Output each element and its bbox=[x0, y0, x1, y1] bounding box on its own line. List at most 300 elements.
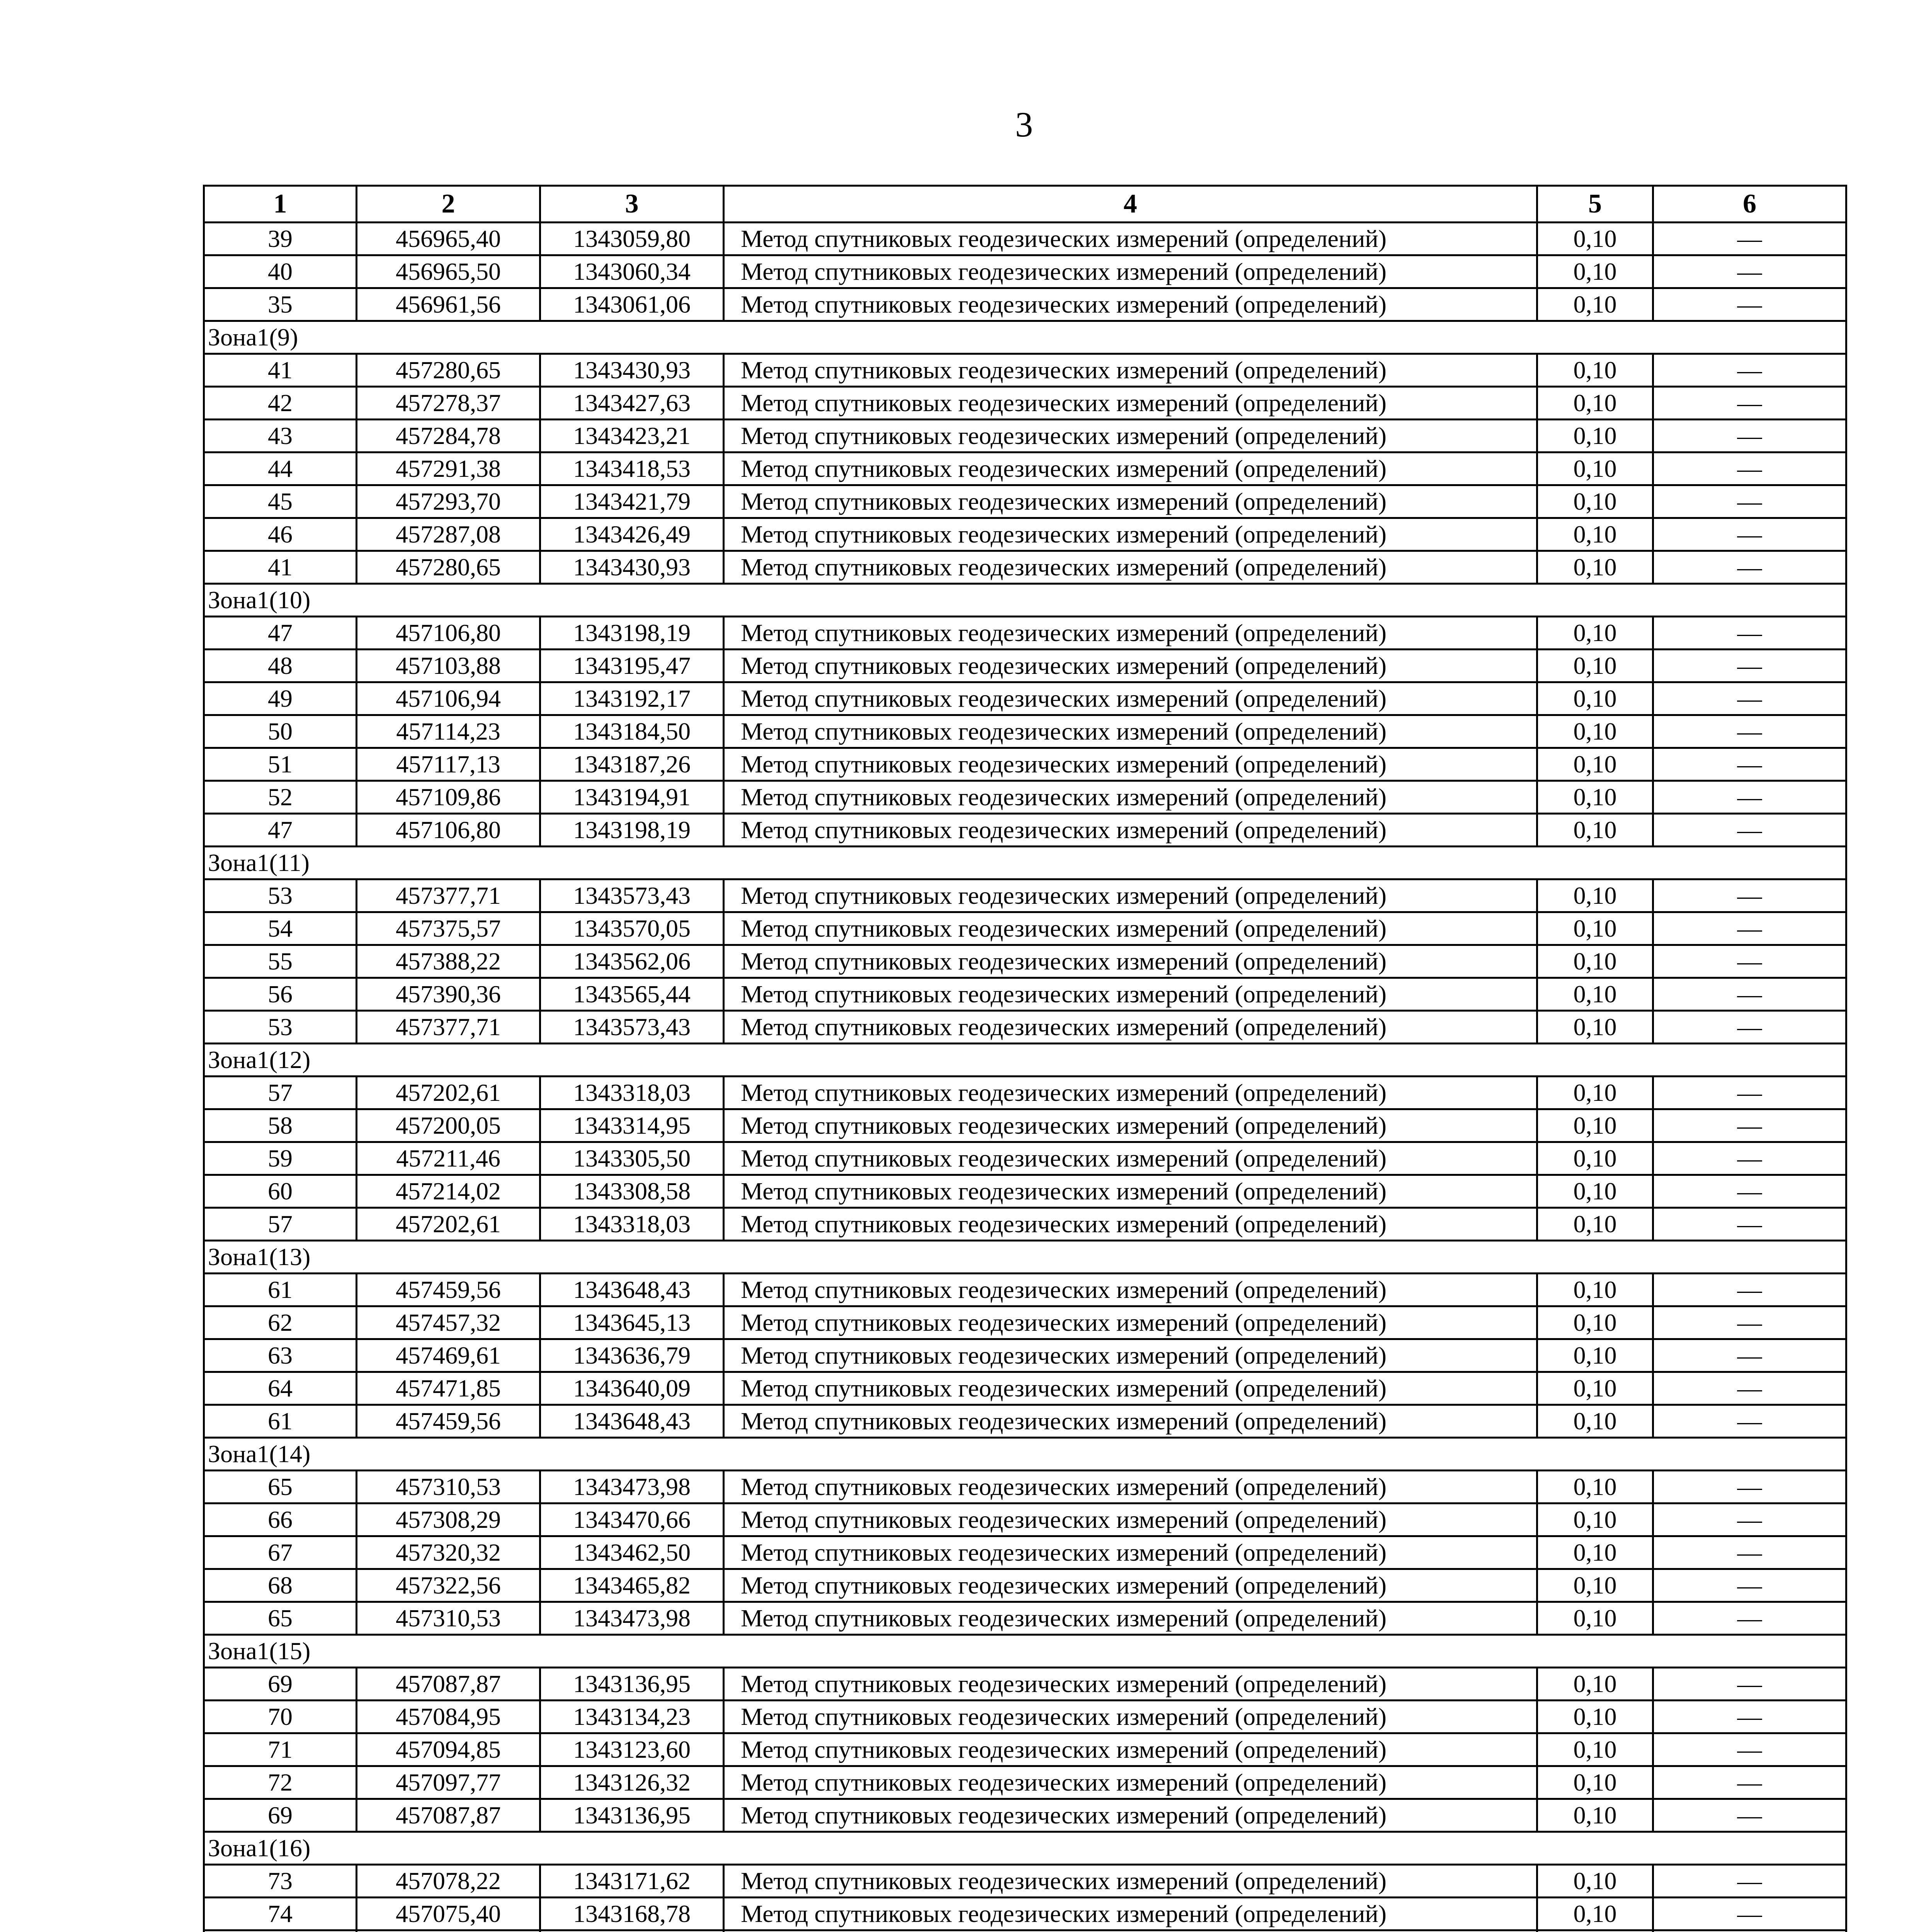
column-header: 2 bbox=[357, 186, 540, 223]
y-coordinate-cell: 1343308,58 bbox=[540, 1175, 724, 1208]
table-row bbox=[204, 1766, 1846, 1799]
accuracy-cell: 0,10 bbox=[1537, 715, 1653, 748]
accuracy-cell: 0,10 bbox=[1537, 1536, 1653, 1569]
x-coordinate-cell: 457322,56 bbox=[357, 1569, 540, 1602]
y-coordinate-cell: 1343192,17 bbox=[540, 682, 724, 715]
x-coordinate-cell: 457310,53 bbox=[357, 1602, 540, 1635]
column-header: 3 bbox=[540, 186, 724, 223]
accuracy-cell: 0,10 bbox=[1537, 288, 1653, 321]
method-cell: Метод спутниковых геодезических измерений (определений) bbox=[724, 551, 1537, 584]
method-cell: Метод спутниковых геодезических измерений (определений) bbox=[724, 288, 1537, 321]
zone-label: Зона1(10) bbox=[204, 584, 1846, 617]
point-number-cell: 48 bbox=[204, 650, 357, 682]
description-cell: — bbox=[1653, 1274, 1846, 1306]
description-cell: — bbox=[1653, 1799, 1846, 1832]
table-row bbox=[204, 1865, 1846, 1898]
description-cell: — bbox=[1653, 420, 1846, 452]
table-row bbox=[204, 387, 1846, 420]
table-row bbox=[204, 1077, 1846, 1109]
method-cell: Метод спутниковых геодезических измерений (определений) bbox=[724, 781, 1537, 814]
y-coordinate-cell: 1343648,43 bbox=[540, 1405, 724, 1438]
table-row bbox=[204, 1306, 1846, 1339]
method-cell: Метод спутниковых геодезических измерений (определений) bbox=[724, 1898, 1537, 1930]
y-coordinate-cell: 1343426,49 bbox=[540, 518, 724, 551]
x-coordinate-cell: 457308,29 bbox=[357, 1503, 540, 1536]
zone-header-row bbox=[204, 321, 1846, 354]
point-number-cell: 44 bbox=[204, 452, 357, 485]
x-coordinate-cell: 457320,32 bbox=[357, 1536, 540, 1569]
y-coordinate-cell: 1343136,95 bbox=[540, 1799, 724, 1832]
y-coordinate-cell: 1343318,03 bbox=[540, 1208, 724, 1241]
table-row bbox=[204, 1471, 1846, 1503]
accuracy-cell: 0,10 bbox=[1537, 223, 1653, 255]
table-row bbox=[204, 1339, 1846, 1372]
accuracy-cell: 0,10 bbox=[1537, 1569, 1653, 1602]
method-cell: Метод спутниковых геодезических измерений (определений) bbox=[724, 452, 1537, 485]
y-coordinate-cell: 1343473,98 bbox=[540, 1471, 724, 1503]
description-cell: — bbox=[1653, 912, 1846, 945]
point-number-cell: 55 bbox=[204, 945, 357, 978]
point-number-cell: 52 bbox=[204, 781, 357, 814]
point-number-cell: 65 bbox=[204, 1471, 357, 1503]
accuracy-cell: 0,10 bbox=[1537, 1109, 1653, 1142]
method-cell: Метод спутниковых геодезических измерений (определений) bbox=[724, 1077, 1537, 1109]
accuracy-cell: 0,10 bbox=[1537, 1011, 1653, 1044]
y-coordinate-cell: 1343430,93 bbox=[540, 551, 724, 584]
accuracy-cell: 0,10 bbox=[1537, 748, 1653, 781]
y-coordinate-cell: 1343423,21 bbox=[540, 420, 724, 452]
point-number-cell: 66 bbox=[204, 1503, 357, 1536]
point-number-cell: 72 bbox=[204, 1766, 357, 1799]
y-coordinate-cell: 1343061,06 bbox=[540, 288, 724, 321]
table-row bbox=[204, 748, 1846, 781]
x-coordinate-cell: 457390,36 bbox=[357, 978, 540, 1011]
y-coordinate-cell: 1343562,06 bbox=[540, 945, 724, 978]
description-cell: — bbox=[1653, 715, 1846, 748]
accuracy-cell: 0,10 bbox=[1537, 1339, 1653, 1372]
method-cell: Метод спутниковых геодезических измерений (определений) bbox=[724, 1142, 1537, 1175]
x-coordinate-cell: 457377,71 bbox=[357, 1011, 540, 1044]
table-row bbox=[204, 1109, 1846, 1142]
y-coordinate-cell: 1343123,60 bbox=[540, 1733, 724, 1766]
description-cell: — bbox=[1653, 1733, 1846, 1766]
y-coordinate-cell bbox=[540, 1930, 724, 1932]
table-row bbox=[204, 650, 1846, 682]
method-cell: Метод спутниковых геодезических измерений (определений) bbox=[724, 354, 1537, 387]
x-coordinate-cell: 457075,40 bbox=[357, 1898, 540, 1930]
method-cell: Метод спутниковых геодезических измерений (определений) bbox=[724, 1274, 1537, 1306]
description-cell: — bbox=[1653, 1602, 1846, 1635]
point-number-cell: 49 bbox=[204, 682, 357, 715]
description-cell: — bbox=[1653, 650, 1846, 682]
accuracy-cell: 0,10 bbox=[1537, 650, 1653, 682]
table-row bbox=[204, 1175, 1846, 1208]
method-cell: Метод спутниковых геодезических измерений (определений) bbox=[724, 1799, 1537, 1832]
accuracy-cell: 0,10 bbox=[1537, 1077, 1653, 1109]
accuracy-cell: 0,10 bbox=[1537, 1175, 1653, 1208]
x-coordinate-cell: 457103,88 bbox=[357, 650, 540, 682]
point-number-cell: 58 bbox=[204, 1109, 357, 1142]
y-coordinate-cell: 1343645,13 bbox=[540, 1306, 724, 1339]
table-row bbox=[204, 814, 1846, 847]
x-coordinate-cell: 457117,13 bbox=[357, 748, 540, 781]
table-row bbox=[204, 978, 1846, 1011]
column-header: 1 bbox=[204, 186, 357, 223]
accuracy-cell: 0,10 bbox=[1537, 1865, 1653, 1898]
table-row bbox=[204, 912, 1846, 945]
point-number-cell: 63 bbox=[204, 1339, 357, 1372]
description-cell: — bbox=[1653, 1208, 1846, 1241]
accuracy-cell: 0,10 bbox=[1537, 978, 1653, 1011]
point-number-cell: 47 bbox=[204, 617, 357, 650]
description-cell: — bbox=[1653, 1701, 1846, 1733]
point-number-cell: 53 bbox=[204, 1011, 357, 1044]
zone-label: Зона1(9) bbox=[204, 321, 1846, 354]
zone-header-row bbox=[204, 1438, 1846, 1471]
y-coordinate-cell: 1343126,32 bbox=[540, 1766, 724, 1799]
x-coordinate-cell: 457280,65 bbox=[357, 354, 540, 387]
accuracy-cell: 0,10 bbox=[1537, 1898, 1653, 1930]
method-cell: Метод спутниковых геодезических измерений (определений) bbox=[724, 748, 1537, 781]
zone-header-row bbox=[204, 584, 1846, 617]
description-cell: — bbox=[1653, 814, 1846, 847]
y-coordinate-cell: 1343305,50 bbox=[540, 1142, 724, 1175]
description-cell: — bbox=[1653, 1668, 1846, 1701]
x-coordinate-cell: 457097,77 bbox=[357, 1766, 540, 1799]
x-coordinate-cell: 457469,61 bbox=[357, 1339, 540, 1372]
y-coordinate-cell: 1343136,95 bbox=[540, 1668, 724, 1701]
accuracy-cell: 0,10 bbox=[1537, 945, 1653, 978]
accuracy-cell: 0,10 bbox=[1537, 1668, 1653, 1701]
accuracy-cell: 0,10 bbox=[1537, 1733, 1653, 1766]
x-coordinate-cell: 457388,22 bbox=[357, 945, 540, 978]
method-cell: Метод спутниковых геодезических измерений (определений) bbox=[724, 1405, 1537, 1438]
y-coordinate-cell: 1343648,43 bbox=[540, 1274, 724, 1306]
description-cell: — bbox=[1653, 1372, 1846, 1405]
zone-label: Зона1(14) bbox=[204, 1438, 1846, 1471]
accuracy-cell: 0,10 bbox=[1537, 1405, 1653, 1438]
table-row bbox=[204, 485, 1846, 518]
page-number: 3 bbox=[1015, 105, 1033, 144]
point-number-cell: 45 bbox=[204, 485, 357, 518]
description-cell: — bbox=[1653, 354, 1846, 387]
y-coordinate-cell: 1343573,43 bbox=[540, 879, 724, 912]
description-cell: — bbox=[1653, 452, 1846, 485]
zone-header-row bbox=[204, 1241, 1846, 1274]
point-number-cell: 50 bbox=[204, 715, 357, 748]
description-cell: — bbox=[1653, 1766, 1846, 1799]
table-row bbox=[204, 1799, 1846, 1832]
table-row bbox=[204, 1208, 1846, 1241]
description-cell: — bbox=[1653, 617, 1846, 650]
table-row bbox=[204, 1733, 1846, 1766]
point-number-cell: 61 bbox=[204, 1405, 357, 1438]
y-coordinate-cell: 1343430,93 bbox=[540, 354, 724, 387]
description-cell: — bbox=[1653, 1898, 1846, 1930]
point-number-cell: 69 bbox=[204, 1799, 357, 1832]
method-cell: Метод спутниковых геодезических измерений (определений) bbox=[724, 1208, 1537, 1241]
y-coordinate-cell: 1343470,66 bbox=[540, 1503, 724, 1536]
table-row bbox=[204, 518, 1846, 551]
x-coordinate-cell: 457114,23 bbox=[357, 715, 540, 748]
point-number-cell: 57 bbox=[204, 1077, 357, 1109]
description-cell: — bbox=[1653, 223, 1846, 255]
method-cell: Метод спутниковых геодезических измерений (определений) bbox=[724, 1471, 1537, 1503]
table-row bbox=[204, 288, 1846, 321]
accuracy-cell: 0,10 bbox=[1537, 1208, 1653, 1241]
point-number-cell: 47 bbox=[204, 814, 357, 847]
table-row bbox=[204, 879, 1846, 912]
zone-label: Зона1(15) bbox=[204, 1635, 1846, 1668]
table-row bbox=[204, 354, 1846, 387]
y-coordinate-cell: 1343198,19 bbox=[540, 617, 724, 650]
x-coordinate-cell: 456965,50 bbox=[357, 255, 540, 288]
point-number-cell: 67 bbox=[204, 1536, 357, 1569]
table-row bbox=[204, 1405, 1846, 1438]
x-coordinate-cell: 457109,86 bbox=[357, 781, 540, 814]
x-coordinate-cell: 457211,46 bbox=[357, 1142, 540, 1175]
method-cell: Метод спутниковых геодезических измерений (определений) bbox=[724, 1372, 1537, 1405]
description-cell: — bbox=[1653, 551, 1846, 584]
table-row bbox=[204, 1274, 1846, 1306]
method-cell: Метод спутниковых геодезических измерений (определений) bbox=[724, 978, 1537, 1011]
accuracy-cell: 0,10 bbox=[1537, 551, 1653, 584]
table-row bbox=[204, 255, 1846, 288]
method-cell: Метод спутниковых геодезических измерений (определений) bbox=[724, 485, 1537, 518]
accuracy-cell: 0,10 bbox=[1537, 1701, 1653, 1733]
method-cell: Метод спутниковых геодезических измерений (определений) bbox=[724, 814, 1537, 847]
description-cell: — bbox=[1653, 682, 1846, 715]
description-cell: — bbox=[1653, 748, 1846, 781]
table-row bbox=[204, 1569, 1846, 1602]
zone-header-row bbox=[204, 1635, 1846, 1668]
x-coordinate-cell: 457375,57 bbox=[357, 912, 540, 945]
table-row bbox=[204, 617, 1846, 650]
table-row bbox=[204, 452, 1846, 485]
method-cell: Метод спутниковых геодезических измерений (определений) bbox=[724, 1536, 1537, 1569]
point-number-cell: 53 bbox=[204, 879, 357, 912]
accuracy-cell: 0,10 bbox=[1537, 420, 1653, 452]
method-cell: Метод спутниковых геодезических измерений (определений) bbox=[724, 617, 1537, 650]
x-coordinate-cell: 457202,61 bbox=[357, 1077, 540, 1109]
method-cell: Метод спутниковых геодезических измерений (определений) bbox=[724, 1306, 1537, 1339]
description-cell: — bbox=[1653, 1405, 1846, 1438]
accuracy-cell: 0,10 bbox=[1537, 617, 1653, 650]
zone-label: Зона1(16) bbox=[204, 1832, 1846, 1865]
method-cell: Метод спутниковых геодезических измерений (определений) bbox=[724, 223, 1537, 255]
method-cell: Метод спутниковых геодезических измерений (определений) bbox=[724, 1865, 1537, 1898]
table-row bbox=[204, 1930, 1846, 1932]
point-number-cell: 65 bbox=[204, 1602, 357, 1635]
point-number-cell: 70 bbox=[204, 1701, 357, 1733]
table-row bbox=[204, 420, 1846, 452]
description-cell: — bbox=[1653, 1569, 1846, 1602]
y-coordinate-cell: 1343195,47 bbox=[540, 650, 724, 682]
zone-header-row bbox=[204, 847, 1846, 879]
y-coordinate-cell: 1343421,79 bbox=[540, 485, 724, 518]
table-row bbox=[204, 1142, 1846, 1175]
method-cell: Метод спутниковых геодезических измерений (определений) bbox=[724, 1109, 1537, 1142]
x-coordinate-cell bbox=[357, 1930, 540, 1932]
description-cell: — bbox=[1653, 1471, 1846, 1503]
method-cell: Метод спутниковых геодезических измерений (определений) bbox=[724, 912, 1537, 945]
description-cell: — bbox=[1653, 518, 1846, 551]
y-coordinate-cell: 1343565,44 bbox=[540, 978, 724, 1011]
point-number-cell: 43 bbox=[204, 420, 357, 452]
y-coordinate-cell: 1343636,79 bbox=[540, 1339, 724, 1372]
accuracy-cell bbox=[1537, 1930, 1653, 1932]
method-cell: Метод спутниковых геодезических измерений (определений) bbox=[724, 1569, 1537, 1602]
method-cell: Метод спутниковых геодезических измерений (определений) bbox=[724, 1011, 1537, 1044]
x-coordinate-cell: 457284,78 bbox=[357, 420, 540, 452]
description-cell: — bbox=[1653, 1142, 1846, 1175]
y-coordinate-cell: 1343640,09 bbox=[540, 1372, 724, 1405]
point-number-cell: 54 bbox=[204, 912, 357, 945]
coordinates-table bbox=[203, 185, 1847, 1932]
column-header: 6 bbox=[1653, 186, 1846, 223]
description-cell: — bbox=[1653, 1175, 1846, 1208]
method-cell: Метод спутниковых геодезических измерений (определений) bbox=[724, 1668, 1537, 1701]
accuracy-cell: 0,10 bbox=[1537, 1274, 1653, 1306]
x-coordinate-cell: 457106,94 bbox=[357, 682, 540, 715]
point-number-cell: 40 bbox=[204, 255, 357, 288]
y-coordinate-cell: 1343168,78 bbox=[540, 1898, 724, 1930]
table-row bbox=[204, 1602, 1846, 1635]
method-cell: Метод спутниковых геодезических измерений (определений) bbox=[724, 682, 1537, 715]
x-coordinate-cell: 457471,85 bbox=[357, 1372, 540, 1405]
accuracy-cell: 0,10 bbox=[1537, 1799, 1653, 1832]
accuracy-cell: 0,10 bbox=[1537, 1471, 1653, 1503]
accuracy-cell: 0,10 bbox=[1537, 387, 1653, 420]
description-cell: — bbox=[1653, 1536, 1846, 1569]
table-row bbox=[204, 223, 1846, 255]
y-coordinate-cell: 1343171,62 bbox=[540, 1865, 724, 1898]
description-cell: — bbox=[1653, 1109, 1846, 1142]
method-cell: Метод спутниковых геодезических измерений (определений) bbox=[724, 518, 1537, 551]
method-cell: Метод спутниковых геодезических измерений (определений) bbox=[724, 1701, 1537, 1733]
y-coordinate-cell: 1343184,50 bbox=[540, 715, 724, 748]
x-coordinate-cell: 457087,87 bbox=[357, 1668, 540, 1701]
x-coordinate-cell: 457280,65 bbox=[357, 551, 540, 584]
x-coordinate-cell: 457457,32 bbox=[357, 1306, 540, 1339]
description-cell: — bbox=[1653, 1077, 1846, 1109]
description-cell: — bbox=[1653, 387, 1846, 420]
method-cell: Метод спутниковых геодезических измерений (определений) bbox=[724, 650, 1537, 682]
accuracy-cell: 0,10 bbox=[1537, 1306, 1653, 1339]
table-row bbox=[204, 1011, 1846, 1044]
method-cell: Метод спутниковых геодезических измерений (определений) bbox=[724, 1175, 1537, 1208]
accuracy-cell: 0,10 bbox=[1537, 1602, 1653, 1635]
x-coordinate-cell: 457459,56 bbox=[357, 1274, 540, 1306]
y-coordinate-cell: 1343573,43 bbox=[540, 1011, 724, 1044]
table-row bbox=[204, 715, 1846, 748]
accuracy-cell: 0,10 bbox=[1537, 879, 1653, 912]
description-cell: — bbox=[1653, 485, 1846, 518]
description-cell: — bbox=[1653, 1306, 1846, 1339]
accuracy-cell: 0,10 bbox=[1537, 1503, 1653, 1536]
point-number-cell: 73 bbox=[204, 1865, 357, 1898]
x-coordinate-cell: 457106,80 bbox=[357, 814, 540, 847]
description-cell: — bbox=[1653, 1503, 1846, 1536]
zone-header-row bbox=[204, 1044, 1846, 1077]
y-coordinate-cell: 1343318,03 bbox=[540, 1077, 724, 1109]
point-number-cell: 41 bbox=[204, 354, 357, 387]
x-coordinate-cell: 457094,85 bbox=[357, 1733, 540, 1766]
description-cell: — bbox=[1653, 1011, 1846, 1044]
point-number-cell: 71 bbox=[204, 1733, 357, 1766]
point-number-cell: 74 bbox=[204, 1898, 357, 1930]
description-cell: — bbox=[1653, 781, 1846, 814]
x-coordinate-cell: 456965,40 bbox=[357, 223, 540, 255]
method-cell: Метод спутниковых геодезических измерений (определений) bbox=[724, 420, 1537, 452]
x-coordinate-cell: 457202,61 bbox=[357, 1208, 540, 1241]
x-coordinate-cell: 457377,71 bbox=[357, 879, 540, 912]
table-row bbox=[204, 1701, 1846, 1733]
accuracy-cell: 0,10 bbox=[1537, 255, 1653, 288]
column-header: 4 bbox=[724, 186, 1537, 223]
y-coordinate-cell: 1343187,26 bbox=[540, 748, 724, 781]
accuracy-cell: 0,10 bbox=[1537, 912, 1653, 945]
y-coordinate-cell: 1343473,98 bbox=[540, 1602, 724, 1635]
x-coordinate-cell: 457106,80 bbox=[357, 617, 540, 650]
point-number-cell: 42 bbox=[204, 387, 357, 420]
table-row bbox=[204, 551, 1846, 584]
description-cell bbox=[1653, 1930, 1846, 1932]
accuracy-cell: 0,10 bbox=[1537, 781, 1653, 814]
point-number-cell: 64 bbox=[204, 1372, 357, 1405]
zone-label: Зона1(13) bbox=[204, 1241, 1846, 1274]
accuracy-cell: 0,10 bbox=[1537, 354, 1653, 387]
x-coordinate-cell: 457310,53 bbox=[357, 1471, 540, 1503]
point-number-cell: 35 bbox=[204, 288, 357, 321]
description-cell: — bbox=[1653, 978, 1846, 1011]
point-number-cell: 56 bbox=[204, 978, 357, 1011]
zone-label: Зона1(11) bbox=[204, 847, 1846, 879]
x-coordinate-cell: 457084,95 bbox=[357, 1701, 540, 1733]
x-coordinate-cell: 457200,05 bbox=[357, 1109, 540, 1142]
description-cell: — bbox=[1653, 288, 1846, 321]
x-coordinate-cell: 457459,56 bbox=[357, 1405, 540, 1438]
y-coordinate-cell: 1343427,63 bbox=[540, 387, 724, 420]
point-number-cell: 59 bbox=[204, 1142, 357, 1175]
description-cell: — bbox=[1653, 1865, 1846, 1898]
table-row bbox=[204, 781, 1846, 814]
point-number-cell: 61 bbox=[204, 1274, 357, 1306]
y-coordinate-cell: 1343198,19 bbox=[540, 814, 724, 847]
x-coordinate-cell: 457078,22 bbox=[357, 1865, 540, 1898]
accuracy-cell: 0,10 bbox=[1537, 452, 1653, 485]
description-cell: — bbox=[1653, 879, 1846, 912]
method-cell bbox=[724, 1930, 1537, 1932]
column-header: 5 bbox=[1537, 186, 1653, 223]
method-cell: Метод спутниковых геодезических измерений (определений) bbox=[724, 1602, 1537, 1635]
point-number-cell: 60 bbox=[204, 1175, 357, 1208]
method-cell: Метод спутниковых геодезических измерений (определений) bbox=[724, 1733, 1537, 1766]
x-coordinate-cell: 457087,87 bbox=[357, 1799, 540, 1832]
description-cell: — bbox=[1653, 255, 1846, 288]
point-number-cell: 68 bbox=[204, 1569, 357, 1602]
table-row bbox=[204, 1898, 1846, 1930]
point-number-cell bbox=[204, 1930, 357, 1932]
x-coordinate-cell: 457287,08 bbox=[357, 518, 540, 551]
y-coordinate-cell: 1343570,05 bbox=[540, 912, 724, 945]
y-coordinate-cell: 1343134,23 bbox=[540, 1701, 724, 1733]
point-number-cell: 39 bbox=[204, 223, 357, 255]
description-cell: — bbox=[1653, 945, 1846, 978]
method-cell: Метод спутниковых геодезических измерений (определений) bbox=[724, 879, 1537, 912]
x-coordinate-cell: 457293,70 bbox=[357, 485, 540, 518]
accuracy-cell: 0,10 bbox=[1537, 682, 1653, 715]
